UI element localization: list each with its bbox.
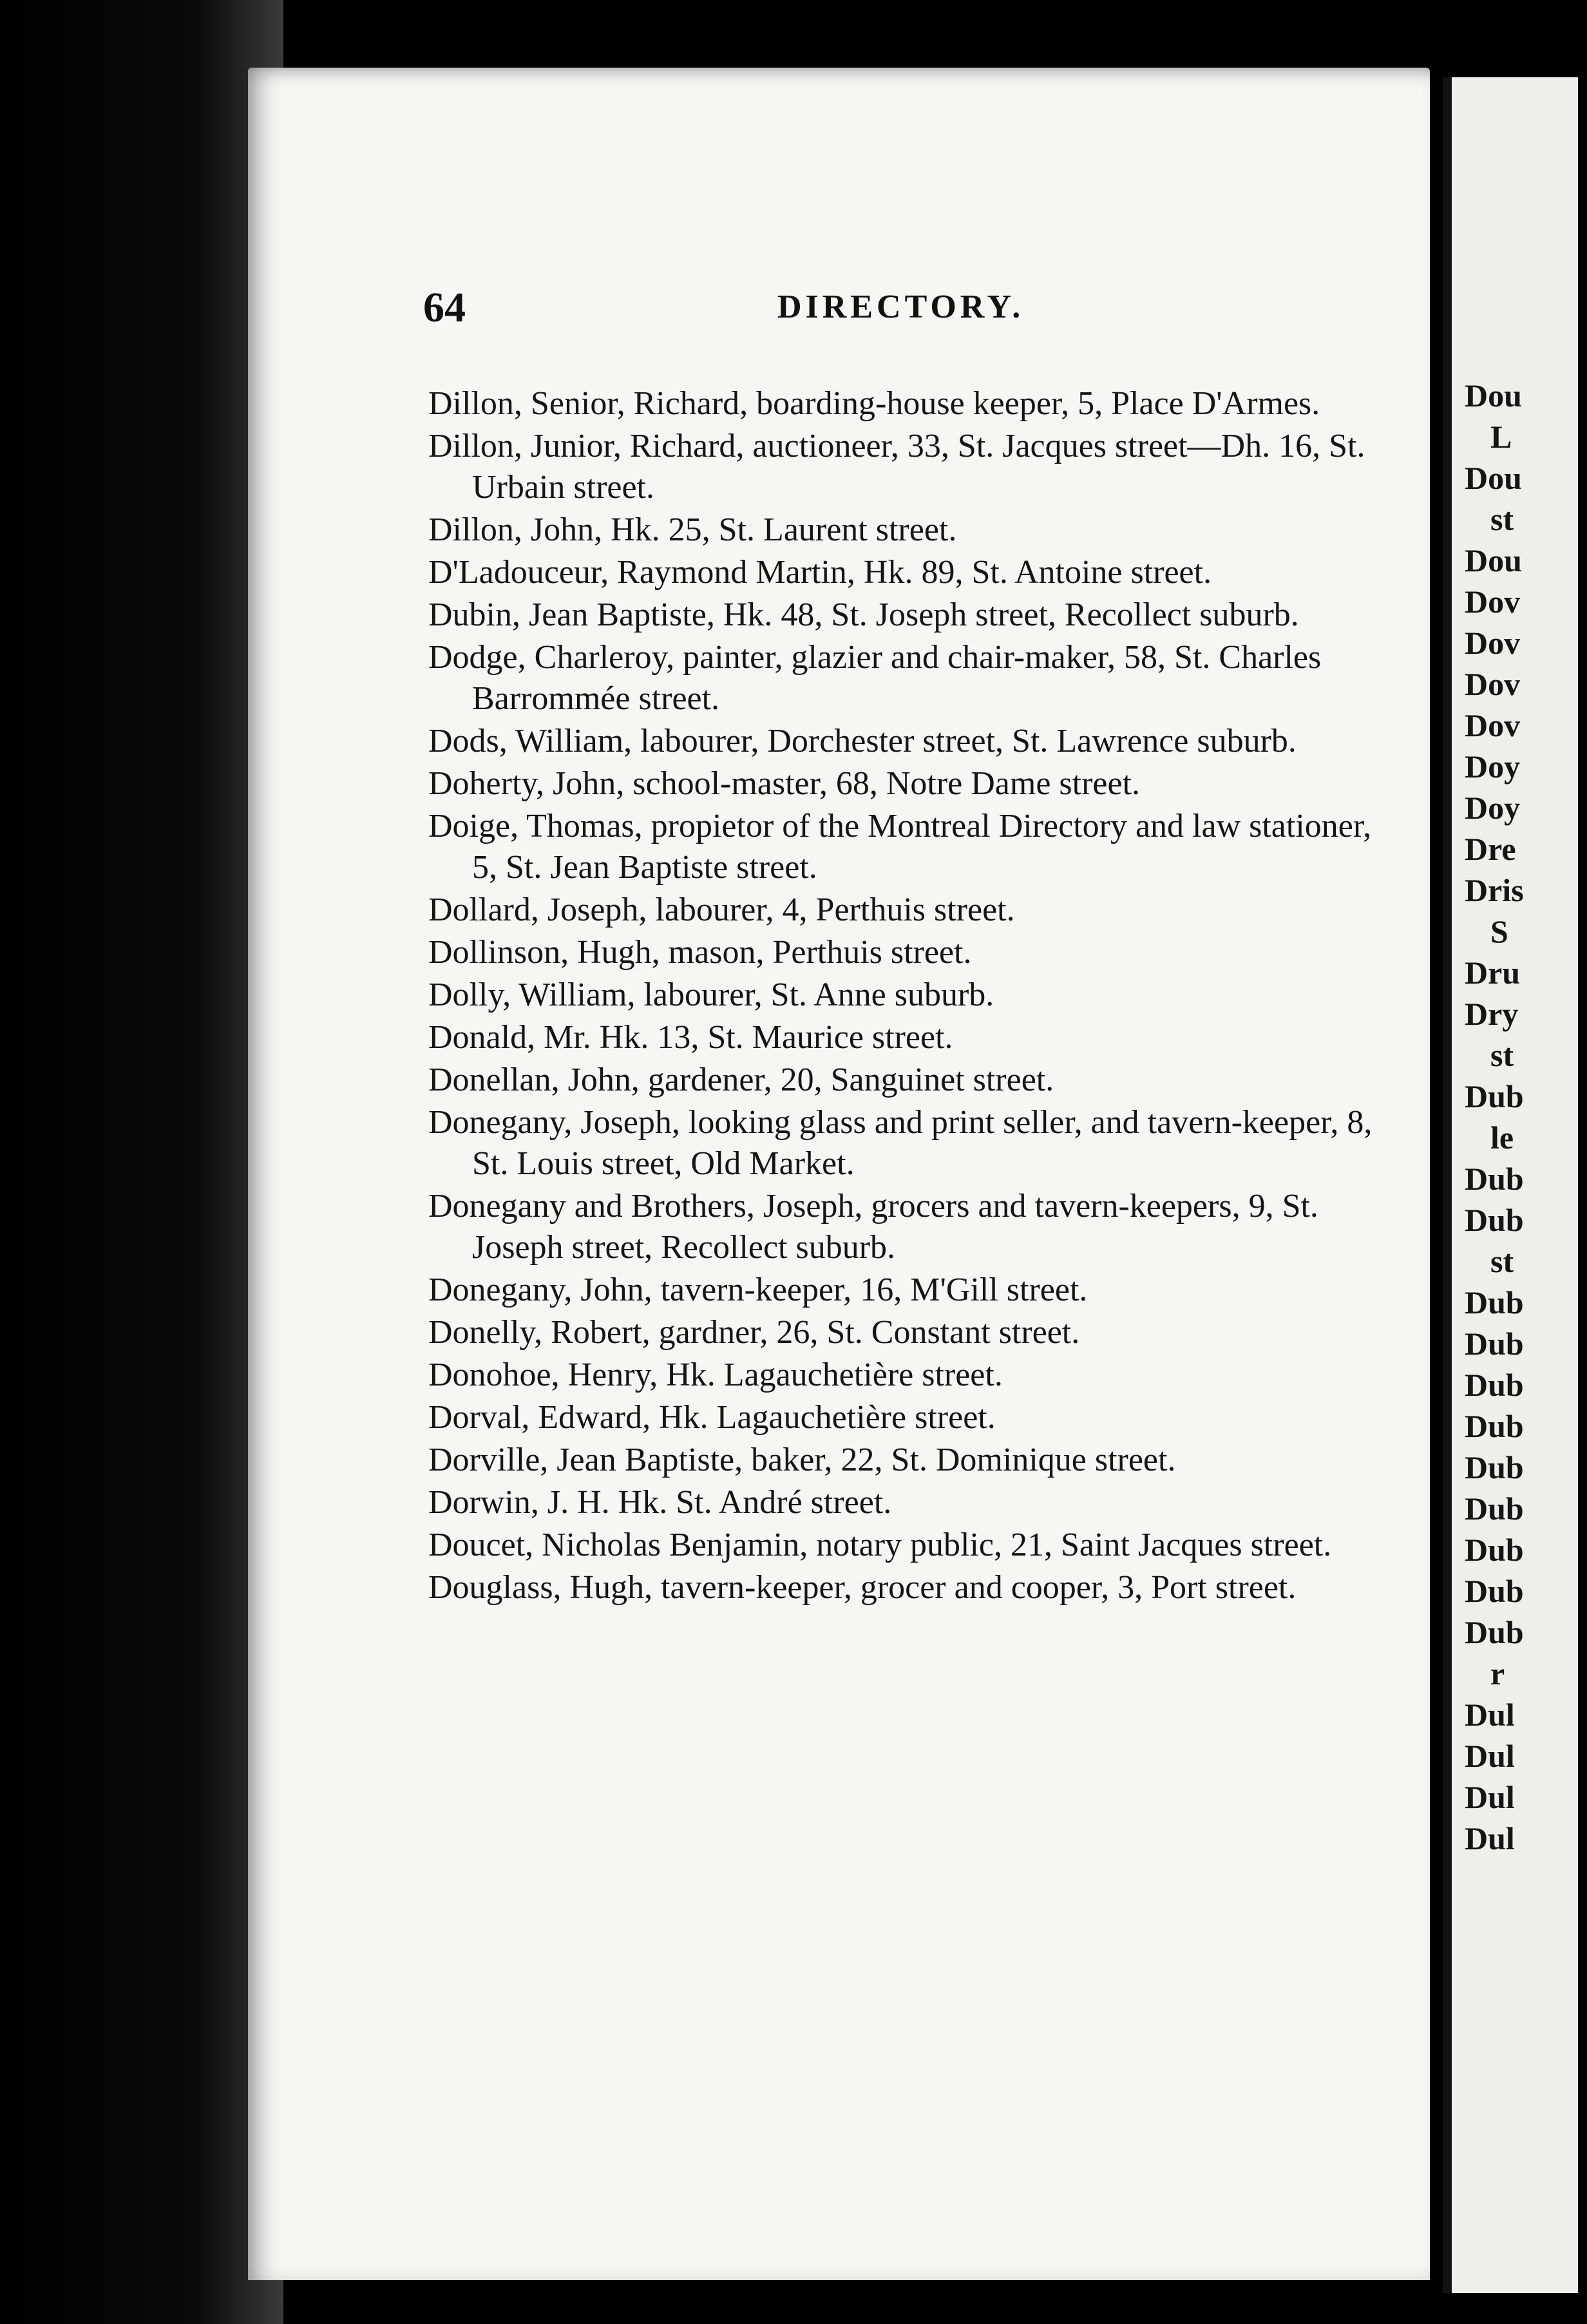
facing-page-line: Dul: [1465, 1738, 1515, 1774]
facing-page-line: r: [1490, 1655, 1505, 1691]
directory-entry: Doherty, John, school-master, 68, Notre Dame street.: [428, 765, 1141, 802]
directory-entry: Donegany, Joseph, looking glass and print seller, and tavern-keeper, 8, St. Louis street, Old Market.: [428, 1104, 1373, 1182]
facing-page-line: Dub: [1465, 1491, 1524, 1527]
facing-page-line: Dov: [1465, 666, 1521, 702]
facing-page-line: Dub: [1465, 1284, 1524, 1320]
directory-entry: Donegany, John, tavern-keeper, 16, M'Gill street.: [428, 1272, 1088, 1308]
facing-page-line: Dou: [1465, 542, 1522, 578]
facing-page-text: [1465, 375, 1524, 1859]
directory-entry: Donald, Mr. Hk. 13, St. Maurice street.: [428, 1019, 953, 1056]
facing-page-line: Dub: [1465, 1367, 1524, 1403]
directory-entry: Doige, Thomas, propietor of the Montreal Directory and law stationer, 5, St. Jean Baptiste street.: [428, 808, 1372, 886]
directory-entry: Donelly, Robert, gardner, 26, St. Constant street.: [428, 1314, 1080, 1351]
facing-page-fragment: [1443, 77, 1587, 2293]
facing-page-line: Dry: [1465, 996, 1519, 1032]
facing-page-line: Dub: [1465, 1202, 1524, 1238]
directory-entry: Donohoe, Henry, Hk. Lagauchetière street.: [428, 1357, 1003, 1393]
facing-page-line: Dov: [1465, 625, 1521, 661]
scan-edge: [1578, 0, 1587, 2324]
facing-page-line: Dub: [1465, 1532, 1524, 1568]
facing-page-line: le: [1490, 1119, 1514, 1156]
facing-page-line: Dub: [1465, 1449, 1524, 1485]
directory-entry: Dorville, Jean Baptiste, baker, 22, St. Dominique street.: [428, 1442, 1176, 1478]
facing-page-line: Dou: [1465, 460, 1522, 496]
facing-page-line: Doy: [1465, 790, 1521, 826]
book-spine-shadow: [0, 0, 283, 2324]
facing-page-line: S: [1490, 913, 1508, 949]
facing-page-line: Dre: [1465, 831, 1516, 867]
facing-page-line: st: [1490, 501, 1514, 537]
facing-page-line: Dou: [1465, 377, 1522, 414]
directory-entry: Dillon, Junior, Richard, auctioneer, 33, St. Jacques street—Dh. 16, St. Urbain street.: [428, 428, 1365, 506]
facing-page-line: Dru: [1465, 955, 1521, 991]
directory-entry: Dillon, Senior, Richard, boarding-house keeper, 5, Place D'Armes.: [428, 385, 1320, 422]
directory-entry: Dollard, Joseph, labourer, 4, Perthuis street.: [428, 891, 1015, 928]
directory-entry: Dodge, Charleroy, painter, glazier and chair-maker, 58, St. Charles Barrommée street.: [428, 639, 1322, 717]
facing-page-line: Dub: [1465, 1078, 1524, 1114]
directory-entry: Dubin, Jean Baptiste, Hk. 48, St. Joseph street, Recollect suburb.: [428, 596, 1299, 633]
directory-entry: Doucet, Nicholas Benjamin, notary public, 21, Saint Jacques street.: [428, 1527, 1332, 1563]
directory-entry: Dolly, William, labourer, St. Anne suburb.: [428, 976, 994, 1013]
facing-page-line: Dub: [1465, 1161, 1524, 1197]
directory-entry: Dollinson, Hugh, mason, Perthuis street.: [428, 934, 972, 971]
facing-page-line: Dov: [1465, 707, 1521, 743]
facing-page-line: Doy: [1465, 748, 1521, 785]
directory-entry: Dorwin, J. H. Hk. St. André street.: [428, 1484, 892, 1521]
directory-entry: Dorval, Edward, Hk. Lagauchetière street.: [428, 1399, 996, 1436]
directory-page: [248, 68, 1430, 2280]
facing-page-line: Dov: [1465, 584, 1521, 620]
facing-page-line: Dris: [1465, 872, 1524, 908]
page-number: 64: [423, 284, 466, 331]
facing-page-line: Dub: [1465, 1326, 1524, 1362]
facing-page-line: st: [1490, 1243, 1514, 1279]
directory-entry: Douglass, Hugh, tavern-keeper, grocer and cooper, 3, Port street.: [428, 1569, 1297, 1606]
directory-entries: [428, 383, 1375, 1610]
directory-entry: Donegany and Brothers, Joseph, grocers and tavern-keepers, 9, St. Joseph street, Recollect suburb.: [428, 1188, 1318, 1266]
running-head: DIRECTORY.: [777, 289, 1025, 325]
facing-page-line: Dul: [1465, 1820, 1515, 1856]
directory-entry: Dillon, John, Hk. 25, St. Laurent street.: [428, 511, 957, 548]
facing-page-line: st: [1490, 1037, 1514, 1073]
directory-entry: Donellan, John, gardener, 20, Sanguinet street.: [428, 1062, 1054, 1098]
directory-entry: Dods, William, labourer, Dorchester street, St. Lawrence suburb.: [428, 723, 1297, 759]
directory-entry: D'Ladouceur, Raymond Martin, Hk. 89, St. Antoine street.: [428, 554, 1212, 591]
facing-page-line: Dub: [1465, 1573, 1524, 1609]
facing-page-line: Dub: [1465, 1408, 1524, 1444]
facing-page-line: L: [1490, 419, 1512, 455]
facing-page-line: Dul: [1465, 1697, 1515, 1733]
facing-page-line: Dub: [1465, 1614, 1524, 1650]
facing-page-line: Dul: [1465, 1779, 1515, 1815]
